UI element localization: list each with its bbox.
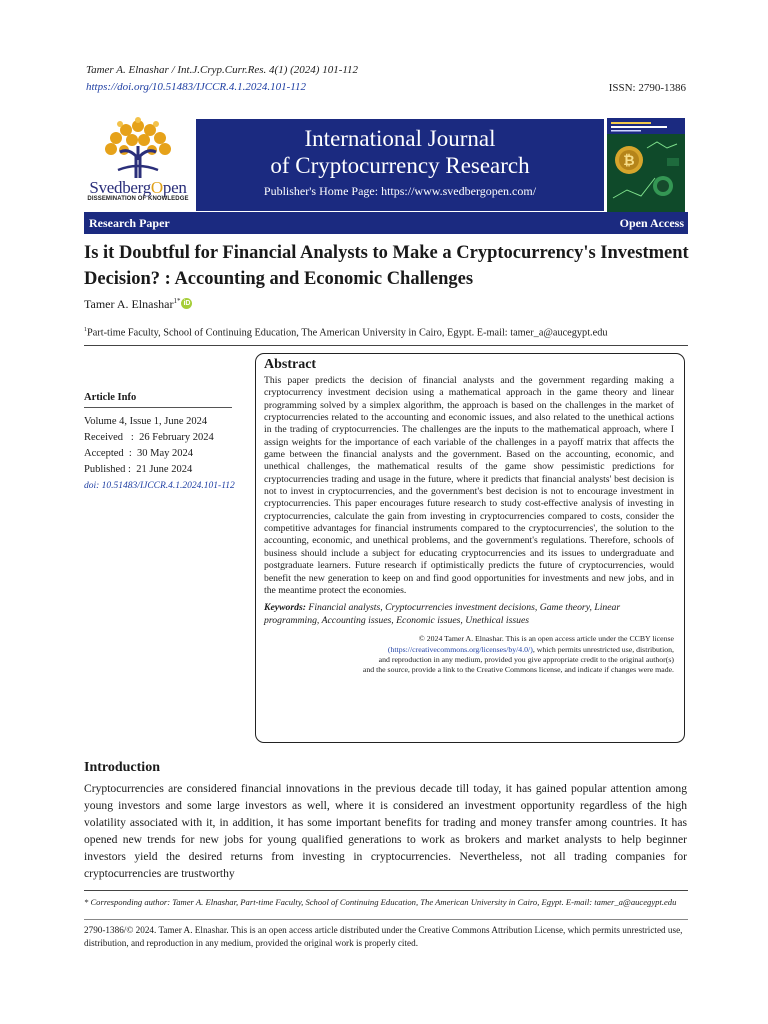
keywords-label: Keywords: <box>264 602 306 614</box>
paper-type-strip <box>84 212 688 234</box>
copyright-divider <box>84 919 688 920</box>
keywords-list: Financial analysts, Cryptocurrencies investment decisions, Game theory, Linear programming, Accounting issues, Economic issues, Unethical issues <box>264 602 621 627</box>
logo-name-part2: pen <box>162 178 187 197</box>
abstract-text: This paper predicts the decision of financial analysts and the government regarding making a cryptocurrency investment decision using a mathematical approach in the game theory and linear programming solved by a simplex algorithm, the approach is based on the challenges in the market of cryptocurrencies related to the accounting and economic issues, and also related to the unethical actions in the trading of cryptocurrencies. The challenges are the inputs to the mathematical approach, where I assign weights for the importance of each variable of the challenges in a payoff matrix that affects the game between the financial analysts and the government. Based on the accounting, economic, and unethical challenges, the mathematical results of the game show pessimistic predictions for cryptocurrencies trading and usage in the future, where it predicts that financial analysts' best decision is not to invest in cryptocurrencies, and the government's best decision is not to encourage investment in cryptocurrencies. This paper encourages future research to study cost-effective analysis of investing in cryptocurrencies, calculate the gain from investing in cryptocurrencies compared to costs, consider the competitive advantages for financial instruments compared to the cryptocurrencies', the solution to the accounting, economic, and unethical problems, and the government's regulations. Therefore, schools of business should include a subject for educating cryptocurrencies and its issues to undergraduate and postgraduate learners. Future research if optimistically predicts the future of cryptocurrencies, would benefit the new generation to keep on and find good opportunities for investments and new jobs, and in the meantime protect the economies. <box>264 375 674 596</box>
introduction-text: Cryptocurrencies are considered financial innovations in the previous decade till today, it has gained popular attention among young investors and some large investors as well, where it is considered an investment opportunity regardless of the high volatility associated with it, in addition, it has some important benefits for trading and money transfer among countries. It has opened new trends for new jobs for young qualified generations to work as brokers and market analysts to help beginner investors yield the desired returns from investing in cryptocurrencies. Nevertheless, not all trading companies for cryptocurrencies are trustworthy <box>84 782 687 880</box>
keywords <box>264 601 674 627</box>
article-doi-link[interactable]: doi: 10.51483/IJCCR.4.1.2024.101-112 <box>84 481 235 491</box>
author-name: Tamer A. Elnashar <box>84 297 174 311</box>
affiliation-text: Part-time Faculty, School of Continuing Education, The American University in Cairo, Egypt. E-mail: tamer_a@aucegypt.edu <box>87 327 608 339</box>
affiliation-superscript: 1 <box>84 327 87 333</box>
journal-banner <box>196 119 604 211</box>
copyright-footnote: 2790-1386/© 2024. Tamer A. Elnashar. This is an open access article distributed under the Creative Commons Attribution License, which permits unrestricted use, distribution, and reproduction in any medium, provided the original work is properly cited. <box>84 925 683 948</box>
article-info-heading: Article Info <box>84 392 232 408</box>
journal-title-line1: International Journal <box>304 126 496 151</box>
logo-tagline: DISSEMINATION OF KNOWLEDGE <box>87 196 189 202</box>
publisher-home-page[interactable]: Publisher's Home Page: https://www.svedbergopen.com/ <box>263 184 537 198</box>
header-divider <box>84 345 688 346</box>
journal-title-line2: of Cryptocurrency Research <box>270 153 530 178</box>
cover-artwork <box>607 118 685 212</box>
abstract-box <box>255 353 685 743</box>
abstract-heading: Abstract <box>264 357 317 372</box>
journal-cover-image <box>607 118 685 212</box>
running-header <box>86 62 358 96</box>
publisher-logo <box>84 116 192 212</box>
footnote-divider <box>84 890 688 891</box>
logo-name-o: O <box>150 178 163 197</box>
introduction-heading: Introduction <box>84 760 160 775</box>
license-line2: , which permits unrestricted use, distribution, <box>532 644 674 654</box>
license-line4: and the source, provide a link to the Creative Commons license, and indicate if changes were made. <box>362 665 674 675</box>
article-received: Received : 26 February 2024 <box>84 432 214 443</box>
license-link[interactable]: (https://creativecommons.org/licenses/by/4.0/) <box>387 644 533 654</box>
author-superscript: 1* <box>173 297 181 305</box>
doi-link[interactable]: https://doi.org/10.51483/IJCCR.4.1.2024.101-112 <box>86 81 306 93</box>
paper-title: Is it Doubtful for Financial Analysts to Make a Cryptocurrency's Investment Decision? : Accounting and Economic Challenges <box>84 243 689 289</box>
tree-icon <box>84 116 192 180</box>
license-notice <box>264 634 674 676</box>
license-line3: and reproduction in any medium, provided you give appropriate credit to the original author(s) <box>378 655 674 664</box>
journal-citation: Tamer A. Elnashar / Int.J.Cryp.Curr.Res. 4(1) (2024) 101-112 <box>86 64 359 76</box>
logo-name-part1: Svedberg <box>89 178 151 197</box>
corresponding-author-footnote: * Corresponding author: Tamer A. Elnashar, Part-time Faculty, School of Continuing Education, The American University in Cairo, Egypt. E-mail: tamer_a@aucegypt.edu <box>84 897 677 907</box>
author-line <box>84 297 192 312</box>
open-access-label: Open Access <box>619 216 684 230</box>
affiliation <box>84 327 608 338</box>
article-volume: Volume 4, Issue 1, June 2024 <box>84 416 208 427</box>
svg-text:₿: ₿ <box>623 153 635 169</box>
license-line1: © 2024 Tamer A. Elnashar. This is an open access article under the CCBY license <box>418 634 674 644</box>
orcid-icon[interactable]: iD <box>183 300 191 307</box>
article-published: Published : 21 June 2024 <box>84 464 193 475</box>
issn-label: ISSN: 2790-1386 <box>608 82 686 94</box>
article-accepted: Accepted : 30 May 2024 <box>84 448 194 459</box>
paper-type-label: Research Paper <box>89 216 170 230</box>
logo-name <box>84 180 192 196</box>
article-info <box>84 392 235 494</box>
